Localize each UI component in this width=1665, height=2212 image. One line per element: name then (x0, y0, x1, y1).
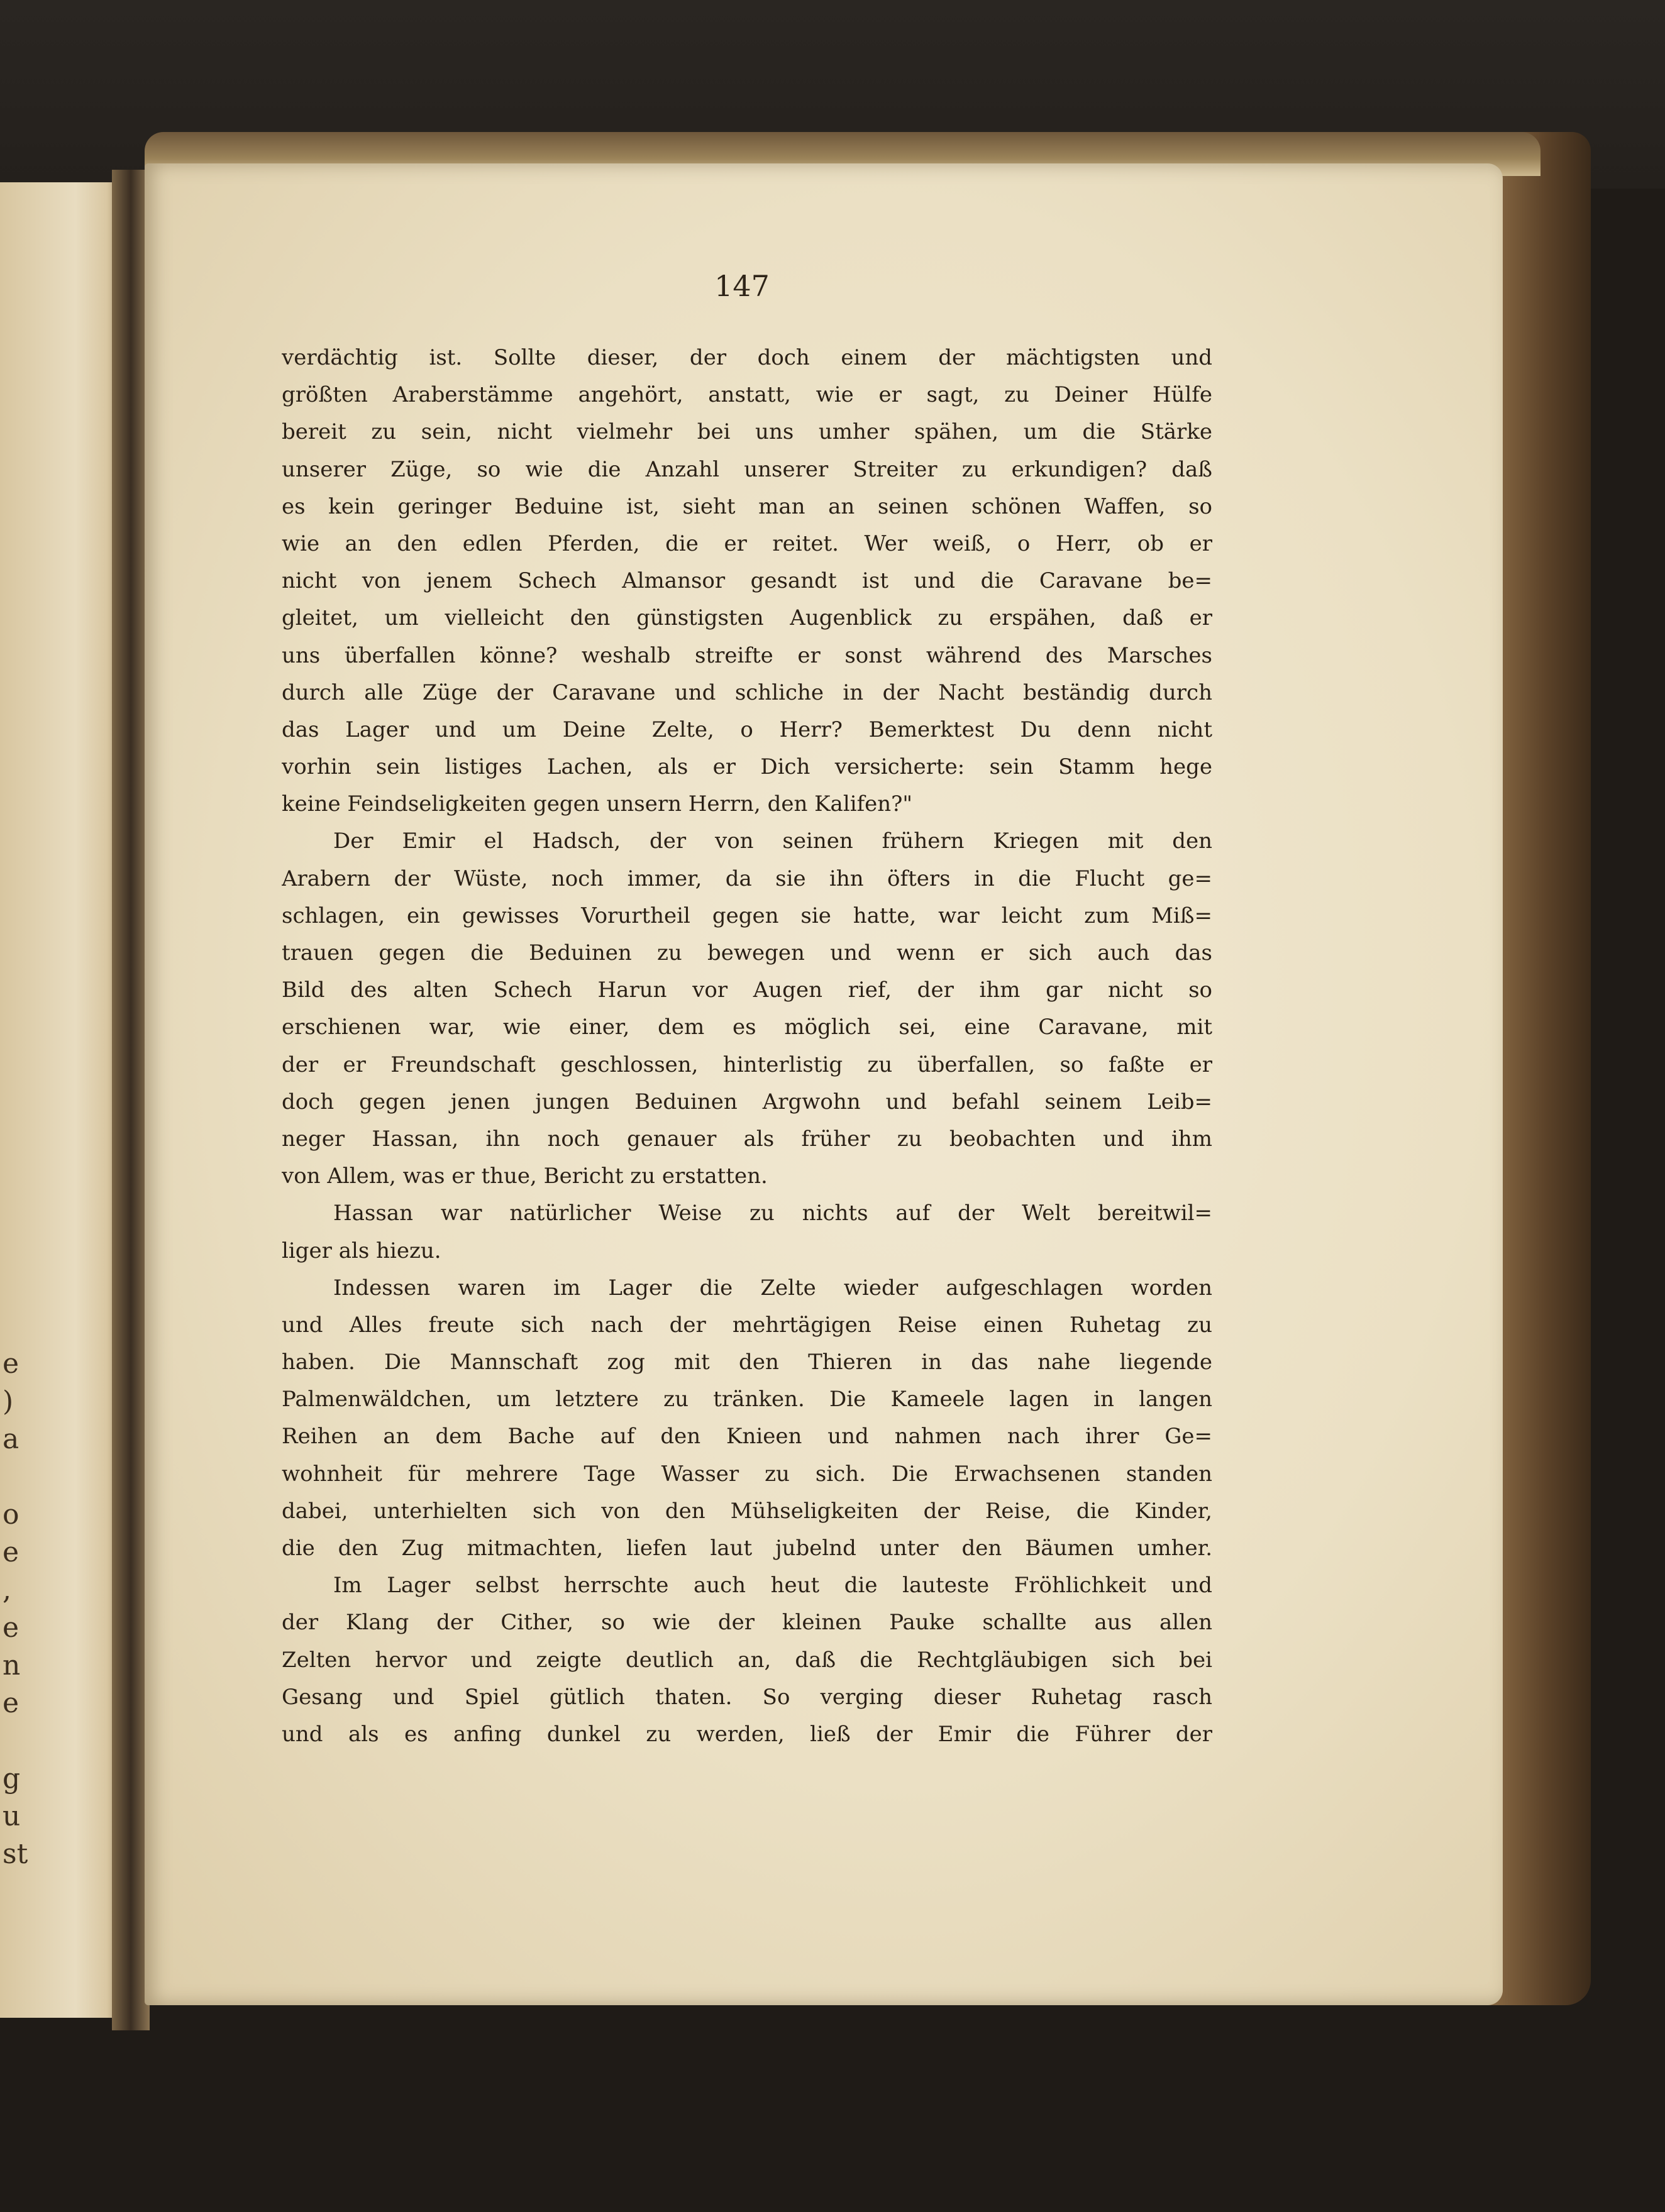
text-line: vorhin sein listiges Lachen, als er Dich versicherte: sein Stamm hege (282, 754, 1212, 780)
text-line: es kein geringer Beduine ist, sieht man an seinen schönen Waffen, so (282, 493, 1212, 519)
text-line: bereit zu sein, nicht vielmehr bei uns umher spähen, um die Stärke (282, 419, 1212, 445)
text-line: unserer Züge, so wie die Anzahl unserer Streiter zu erkundigen? daß (282, 456, 1212, 482)
text-line: liger als hiezu. (282, 1238, 441, 1263)
margin-fragment: st (3, 1838, 28, 1870)
text-line: Hassan war natürlicher Weise zu nichts auf der Welt bereitwil= (333, 1201, 1212, 1226)
text-line: Der Emir el Hadsch, der von seinen frühern Kriegen mit den (333, 828, 1212, 854)
text-line: keine Feindseligkeiten gegen unsern Herrn, den Kalifen?" (282, 791, 913, 817)
margin-fragment: u (3, 1800, 21, 1832)
text-line: erschienen war, wie einer, dem es möglich sei, eine Caravane, mit (282, 1015, 1212, 1040)
text-line: gleitet, um vielleicht den günstigsten Augenblick zu erspähen, daß er (282, 605, 1212, 631)
margin-fragment: a (3, 1423, 19, 1455)
text-line: durch alle Züge der Caravane und schliche in der Nacht beständig durch (282, 680, 1212, 705)
margin-fragment: ) (3, 1385, 14, 1417)
text-line: Gesang und Spiel gütlich thaten. So verging dieser Ruhetag rasch (282, 1684, 1212, 1710)
text-line: Indessen waren im Lager die Zelte wieder aufgeschlagen worden (333, 1275, 1212, 1301)
margin-fragment: e (3, 1348, 19, 1380)
text-line: dabei, unterhielten sich von den Mühseligkeiten der Reise, die Kinder, (282, 1498, 1212, 1524)
page-number: 147 (714, 269, 770, 303)
text-line: und als es anfing dunkel zu werden, ließ der Emir die Führer der (282, 1721, 1212, 1747)
text-line: Bild des alten Schech Harun vor Augen rief, der ihm gar nicht so (282, 977, 1212, 1003)
text-line: wie an den edlen Pferden, die er reitet. Wer weiß, o Herr, ob er (282, 531, 1212, 556)
text-line: wohnheit für mehrere Tage Wasser zu sich. Die Erwachsenen standen (282, 1461, 1212, 1487)
text-line: und Alles freute sich nach der mehrtägigen Reise einen Ruhetag zu (282, 1312, 1212, 1338)
book-gutter (112, 170, 150, 2030)
text-line: haben. Die Mannschaft zog mit den Thieren in das nahe liegende (282, 1350, 1212, 1375)
text-line: Palmenwäldchen, um letztere zu tränken. Die Kameele lagen in langen (282, 1387, 1212, 1412)
text-line: doch gegen jenen jungen Beduinen Argwohn und befahl seinem Leib= (282, 1089, 1212, 1114)
text-line: Im Lager selbst herrschte auch heut die lauteste Fröhlichkeit und (333, 1573, 1212, 1598)
text-line: trauen gegen die Beduinen zu bewegen und wenn er sich auch das (282, 940, 1212, 966)
text-line: Arabern der Wüste, noch immer, da sie ihn öfters in die Flucht ge= (282, 866, 1212, 891)
text-line: das Lager und um Deine Zelte, o Herr? Bemerktest Du denn nicht (282, 717, 1212, 742)
text-line: Reihen an dem Bache auf den Knieen und nahmen nach ihrer Ge= (282, 1424, 1212, 1450)
text-line: der er Freundschaft geschlossen, hinterlistig zu überfallen, so faßte er (282, 1052, 1212, 1077)
text-line: der Klang der Cither, so wie der kleinen Pauke schallte aus allen (282, 1610, 1212, 1636)
left-page (0, 182, 126, 2018)
margin-fragment: n (3, 1649, 21, 1681)
body-text (282, 339, 1212, 1753)
text-line: schlagen, ein gewisses Vorurtheil gegen sie hatte, war leicht zum Miß= (282, 903, 1212, 928)
text-line: uns überfallen könne? weshalb streifte er sonst während des Marsches (282, 642, 1212, 668)
text-line: nicht von jenem Schech Almansor gesandt ist und die Caravane be= (282, 568, 1212, 594)
text-line: verdächtig ist. Sollte dieser, der doch einem der mächtigsten und (282, 345, 1212, 370)
text-line: von Allem, was er thue, Bericht zu erstatten. (282, 1164, 768, 1189)
margin-fragment: e (3, 1612, 19, 1644)
text-line: die den Zug mitmachten, liefen laut jubelnd unter den Bäumen umher. (282, 1536, 1212, 1561)
margin-fragment: e (3, 1687, 19, 1719)
margin-fragment (3, 1722, 28, 1760)
text-line: Zelten hervor und zeigte deutlich an, daß die Rechtgläubigen sich bei (282, 1647, 1212, 1673)
left-page-margin-text (3, 1345, 28, 1873)
margin-fragment: g (3, 1763, 21, 1795)
text-line: größten Araberstämme angehört, anstatt, wie er sagt, zu Deiner Hülfe (282, 382, 1212, 408)
margin-fragment: e (3, 1536, 19, 1568)
margin-fragment: o (3, 1499, 19, 1531)
margin-fragment (3, 1458, 28, 1496)
margin-fragment: , (3, 1574, 11, 1606)
text-line: neger Hassan, ihn noch genauer als früher zu beobachten und ihm (282, 1126, 1212, 1152)
